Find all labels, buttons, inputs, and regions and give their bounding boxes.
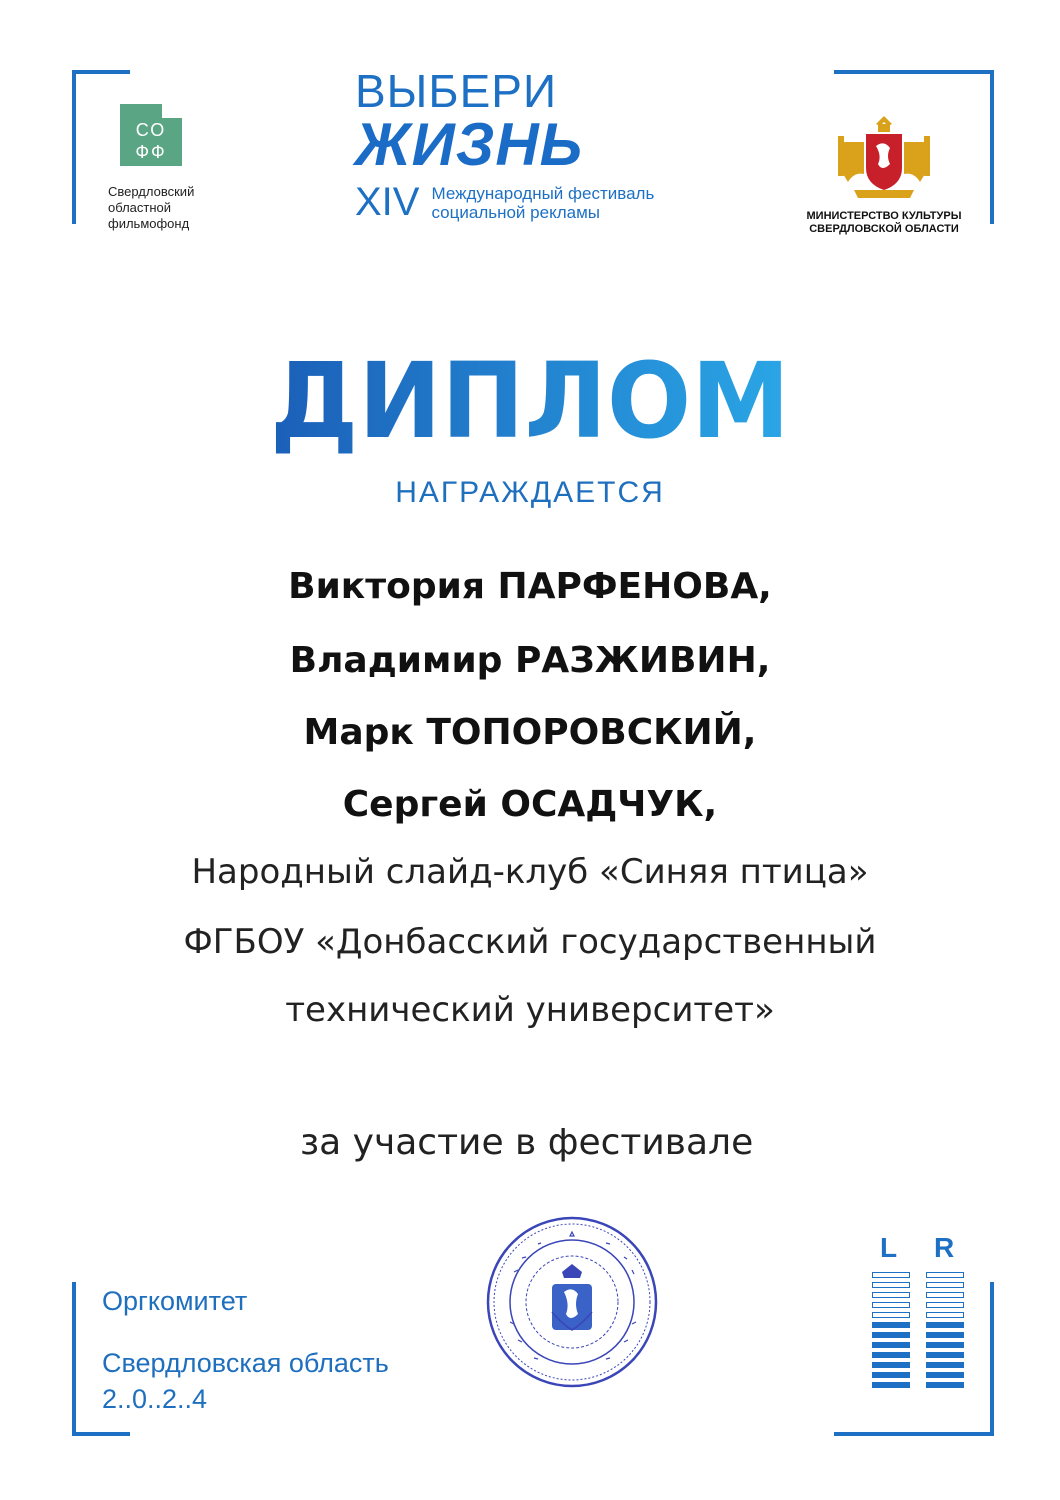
meter-segment xyxy=(872,1362,910,1368)
meter-segment xyxy=(926,1282,964,1288)
ministry-caption xyxy=(796,210,972,236)
diploma-title xyxy=(230,345,830,455)
meter-segment xyxy=(926,1322,964,1328)
festival-subtitle-line: Международный фестиваль xyxy=(431,183,655,203)
meter-segment xyxy=(872,1282,910,1288)
meter-segment xyxy=(872,1312,910,1318)
organization-line: технический университет» xyxy=(285,990,775,1030)
meter-right-label: R xyxy=(934,1232,955,1263)
ministry-caption-line: МИНИСТЕРСТВО КУЛЬТУРЫ xyxy=(806,210,962,222)
official-seal-icon xyxy=(482,1212,662,1392)
meter-segment xyxy=(926,1362,964,1368)
meter-segment xyxy=(872,1292,910,1298)
meter-segment xyxy=(872,1272,910,1278)
meter-segment xyxy=(872,1372,910,1378)
meter-segment xyxy=(926,1382,964,1388)
festival-line2: ЖИЗНЬ xyxy=(355,111,584,178)
meter-right-bars xyxy=(926,1272,964,1392)
svg-text:ФФ: ФФ xyxy=(135,142,167,162)
meter-segment xyxy=(872,1352,910,1358)
footer-year: 2..0..2..4 xyxy=(102,1384,208,1414)
organization-line: ФГБОУ «Донбасский государственный xyxy=(183,922,877,962)
meter-segment xyxy=(872,1332,910,1338)
recipient-name: Марк ТОПОРОВСКИЙ, xyxy=(303,712,757,753)
meter-segment xyxy=(926,1372,964,1378)
sof-logo xyxy=(108,100,238,232)
diploma-subtitle: НАГРАЖДАЕТСЯ xyxy=(395,476,665,509)
sof-logo-icon xyxy=(116,100,186,170)
meter-segment xyxy=(926,1292,964,1298)
meter-segment xyxy=(872,1302,910,1308)
recipient-name: Владимир РАЗЖИВИН, xyxy=(289,640,771,681)
meter-segment xyxy=(926,1342,964,1348)
meter-segment xyxy=(872,1342,910,1348)
meter-segment xyxy=(926,1312,964,1318)
festival-subtitle-line: социальной рекламы xyxy=(431,202,600,222)
recipient-name: Сергей ОСАДЧУК, xyxy=(342,784,718,825)
meter-left-bars xyxy=(872,1272,910,1392)
meter-left-label: L xyxy=(880,1232,898,1263)
sof-caption-line: фильмофонд xyxy=(108,216,190,231)
svg-text:СО: СО xyxy=(135,120,167,140)
ministry-logo xyxy=(796,112,972,236)
sof-caption-line: Свердловский xyxy=(108,184,195,199)
organization-line: Народный слайд-клуб «Синяя птица» xyxy=(191,852,869,892)
meter-segment xyxy=(926,1332,964,1338)
ministry-caption-line: СВЕРДЛОВСКОЙ ОБЛАСТИ xyxy=(809,223,959,235)
meter-segment xyxy=(872,1322,910,1328)
festival-subtitle xyxy=(431,184,654,222)
festival-line1: ВЫБЕРИ xyxy=(355,65,558,117)
level-meter xyxy=(868,1232,978,1392)
footer-committee: Оргкомитет xyxy=(102,1286,248,1316)
meter-segment xyxy=(926,1352,964,1358)
festival-logo xyxy=(355,65,715,225)
festival-numeral: XIV xyxy=(355,180,420,224)
coat-of-arms-icon xyxy=(824,112,944,204)
meter-segment xyxy=(926,1272,964,1278)
sof-caption xyxy=(108,184,238,232)
sof-caption-line: областной xyxy=(108,200,172,215)
reason-text: за участие в фестивале xyxy=(300,1122,754,1163)
meter-segment xyxy=(926,1302,964,1308)
meter-segment xyxy=(872,1382,910,1388)
footer-region: Свердловская область xyxy=(102,1348,389,1378)
recipient-name: Виктория ПАРФЕНОВА, xyxy=(288,566,772,607)
diploma-title-text: ДИПЛОМ xyxy=(270,345,790,455)
